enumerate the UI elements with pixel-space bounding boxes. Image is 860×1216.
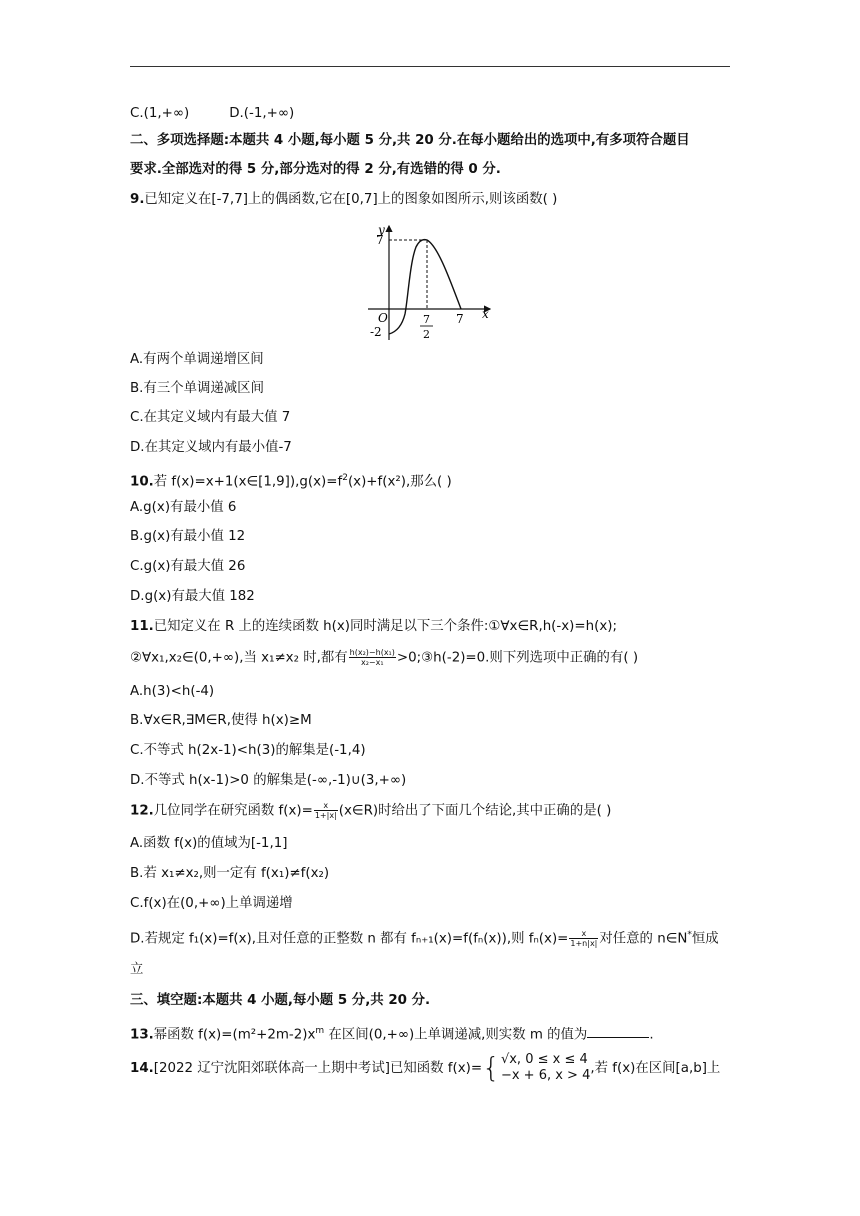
q12-text-part1: 几位同学在研究函数 f(x)= xyxy=(153,803,313,819)
q12-number: 12. xyxy=(130,803,154,819)
q10-number: 10. xyxy=(130,474,154,490)
q10-option-d: D.g(x)有最大值 182 xyxy=(130,589,255,604)
x-end-label: 7 xyxy=(456,312,464,326)
origin-label: O xyxy=(378,311,388,325)
q11-option-b: B.∀x∈R,∃M∈R,使得 h(x)≥M xyxy=(130,713,312,728)
q11-option-c: C.不等式 h(2x-1)<h(3)的解集是(-1,4) xyxy=(130,743,366,758)
q13-superscript: m xyxy=(315,1026,325,1036)
q12-stem xyxy=(130,801,611,822)
q13-text-part1: 幂函数 f(x)=(m²+2m-2)x xyxy=(153,1027,316,1043)
q9-option-b: B.有三个单调递减区间 xyxy=(130,381,264,396)
q8-options xyxy=(130,104,294,124)
q12-option-a: A.函数 f(x)的值域为[-1,1] xyxy=(130,836,288,851)
q13-text-part2: 在区间(0,+∞)上单调递减,则实数 m 的值为 xyxy=(324,1027,588,1043)
q12-option-d xyxy=(130,925,719,949)
q12-text-part2: (x∈R)时给出了下面几个结论,其中正确的是( ) xyxy=(338,803,612,819)
q12-option-d-wrap: 立 xyxy=(130,962,144,977)
q9-number: 9. xyxy=(130,192,145,207)
q14-brace: { xyxy=(482,1051,500,1084)
q11-fraction-numerator: h(x₂)−h(x₁) xyxy=(349,648,395,657)
q14-case1: √x, 0 ≤ x ≤ 4 xyxy=(500,1052,588,1067)
q12-option-d-part1: D.若规定 f₁(x)=f(x),且对任意的正整数 n 都有 fₙ₊₁(x)=f(fₙ(x)),则 fₙ(x)= xyxy=(130,931,569,947)
header-rule xyxy=(130,66,730,67)
q9-option-a: A.有两个单调递增区间 xyxy=(130,352,264,367)
q10-text-part1: 若 f(x)=x+1(x∈[1,9]),g(x)=f xyxy=(153,474,343,490)
q12-fraction-denominator: 1+|x| xyxy=(314,811,337,820)
q11-option-d: D.不等式 h(x-1)>0 的解集是(-∞,-1)∪(3,+∞) xyxy=(130,773,407,788)
section3-heading: 三、填空题:本题共 4 小题,每小题 5 分,共 20 分. xyxy=(130,993,431,1008)
q12-fraction xyxy=(314,801,338,820)
q14-stem xyxy=(130,1052,720,1084)
q9-text: 已知定义在[-7,7]上的偶函数,它在[0,7]上的图象如图所示,则该函数( ) xyxy=(144,192,558,207)
q12-option-d-fraction-numerator: x xyxy=(569,929,598,939)
x-peak-denominator: 2 xyxy=(423,328,430,341)
q12-option-d-part2: 对任意的 n∈N xyxy=(599,931,688,947)
q11-fraction-denominator: x₂−x₁ xyxy=(360,658,384,667)
q12-option-d-part3: 恒成 xyxy=(691,931,719,947)
y-max-label: 7 xyxy=(376,233,384,247)
q11-text-line1: 已知定义在 R 上的连续函数 h(x)同时满足以下三个条件:①∀x∈R,h(-x)=h(x); xyxy=(153,619,617,634)
q13-stem xyxy=(130,1021,654,1045)
q11-number: 11. xyxy=(130,619,154,634)
q14-text-part1: [2022 辽宁沈阳郊联体高一上期中考试]已知函数 f(x)= xyxy=(153,1061,483,1076)
q10-option-b: B.g(x)有最小值 12 xyxy=(130,529,246,544)
q8-option-d: D.(-1,+∞) xyxy=(229,106,295,121)
q11-stem-line2 xyxy=(130,648,638,669)
q12-fraction-numerator: x xyxy=(314,801,338,811)
y-axis-label: y xyxy=(378,223,385,237)
q11-text-line2-part2: >0;③h(-2)=0.则下列选项中正确的有( ) xyxy=(396,650,639,666)
q13-text-end: . xyxy=(649,1027,654,1043)
q10-stem xyxy=(130,468,452,492)
q13-answer-blank[interactable] xyxy=(587,1025,649,1038)
q12-option-c: C.f(x)在(0,+∞)上单调递增 xyxy=(130,896,293,911)
y-min-label: -2 xyxy=(370,325,382,339)
q12-option-d-fraction xyxy=(569,929,598,948)
x-peak-numerator: 7 xyxy=(423,313,430,326)
q12-option-b: B.若 x₁≠x₂,则一定有 f(x₁)≠f(x₂) xyxy=(130,866,330,881)
section2-heading-line2: 要求.全部选对的得 5 分,部分选对的得 2 分,有选错的得 0 分. xyxy=(130,162,501,177)
q14-case2: −x + 6, x > 4 xyxy=(500,1068,591,1083)
q8-option-c: C.(1,+∞) xyxy=(130,106,190,121)
x-axis-label: x xyxy=(482,307,489,321)
q9-stem xyxy=(130,190,557,210)
q14-text-part2: ,若 f(x)在区间[a,b]上 xyxy=(590,1061,721,1076)
q9-option-d: D.在其定义域内有最小值-7 xyxy=(130,440,292,455)
q10-option-c: C.g(x)有最大值 26 xyxy=(130,559,246,574)
q10-superscript: 2 xyxy=(342,473,348,483)
q10-text-part2: (x)+f(x²),那么( ) xyxy=(347,474,452,490)
q12-option-d-fraction-denominator: 1+n|x| xyxy=(570,938,598,948)
q11-fraction xyxy=(349,648,396,667)
q12-option-d-superscript: * xyxy=(687,930,692,940)
q14-piecewise-cases xyxy=(501,1052,590,1084)
q11-option-a: A.h(3)<h(-4) xyxy=(130,684,215,699)
q11-text-line2-part1: ②∀x₁,x₂∈(0,+∞),当 x₁≠x₂ 时,都有 xyxy=(130,650,348,666)
q9-option-c: C.在其定义域内有最大值 7 xyxy=(130,410,291,425)
q11-stem-line1 xyxy=(130,617,617,637)
q10-option-a: A.g(x)有最小值 6 xyxy=(130,500,237,515)
q9-function-graph xyxy=(366,222,494,346)
q14-number: 14. xyxy=(130,1061,154,1076)
q13-number: 13. xyxy=(130,1027,154,1043)
section2-heading-line1: 二、多项选择题:本题共 4 小题,每小题 5 分,共 20 分.在每小题给出的选项中,有多项符合题目 xyxy=(130,133,690,148)
